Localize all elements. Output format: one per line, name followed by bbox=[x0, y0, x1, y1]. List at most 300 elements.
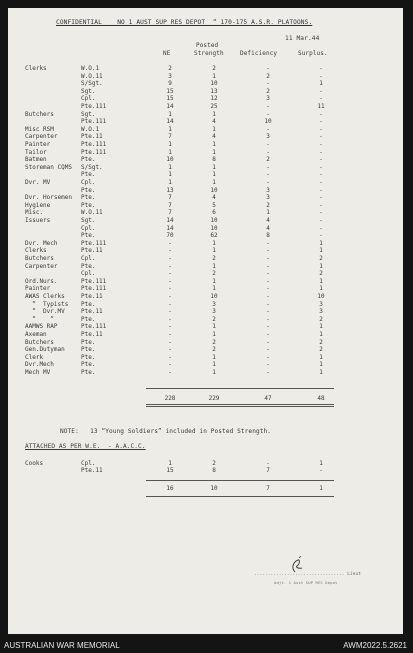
row-ne: 1 bbox=[168, 125, 172, 133]
row-ne: 7 bbox=[168, 133, 172, 141]
row-surplus: 2 bbox=[319, 315, 323, 323]
row-deficiency: - bbox=[266, 239, 270, 247]
row-ne: - bbox=[168, 277, 172, 285]
row-deficiency: 1 bbox=[266, 209, 270, 217]
row-deficiency: - bbox=[266, 125, 270, 133]
table-row bbox=[8, 179, 403, 186]
row-ne: 70 bbox=[166, 232, 174, 240]
row-ne: - bbox=[168, 247, 172, 255]
totals-rule-top bbox=[146, 388, 334, 389]
row-deficiency: - bbox=[266, 255, 270, 262]
row-rank: Pte. bbox=[81, 315, 96, 323]
row-posted: 12 bbox=[210, 95, 218, 103]
row-rank: Pte. bbox=[81, 361, 96, 369]
row-surplus: - bbox=[319, 95, 323, 103]
note-text: NOTE: 13 “Young Soldiers” included in Posted Strength. bbox=[60, 428, 272, 435]
table-row bbox=[8, 285, 403, 292]
row-ne: 14 bbox=[166, 103, 174, 110]
row-deficiency: 2 bbox=[266, 201, 270, 209]
row-surplus: 2 bbox=[319, 338, 323, 346]
document-date: 11 Mar.44 bbox=[285, 35, 320, 42]
col-ne-label: NE bbox=[163, 50, 171, 57]
row-posted: 1 bbox=[212, 262, 216, 270]
row-posted: 8 bbox=[212, 156, 216, 164]
table-row bbox=[8, 240, 403, 247]
row-posted: 8 bbox=[212, 467, 216, 474]
row-posted: 1 bbox=[212, 141, 216, 148]
total-surplus: 48 bbox=[317, 395, 325, 402]
row-surplus: - bbox=[319, 148, 323, 156]
row-ne: 14 bbox=[166, 224, 174, 232]
row-ne: 15 bbox=[166, 467, 174, 474]
table-row bbox=[8, 217, 403, 224]
row-rank: Sgt. bbox=[81, 217, 96, 224]
col-strength-label: Strength bbox=[194, 50, 224, 57]
row-surplus: - bbox=[319, 163, 323, 171]
attached-total-surplus: 1 bbox=[319, 485, 323, 492]
row-ne: 9 bbox=[168, 80, 172, 88]
row-role: Misc. bbox=[25, 209, 44, 217]
row-deficiency: 7 bbox=[266, 467, 270, 474]
row-deficiency: 8 bbox=[266, 232, 270, 240]
row-ne: 3 bbox=[168, 72, 172, 80]
attached-total-deficiency: 7 bbox=[266, 485, 270, 492]
row-surplus: 2 bbox=[319, 270, 323, 278]
row-deficiency: - bbox=[266, 171, 270, 179]
row-surplus: 10 bbox=[317, 293, 325, 300]
row-rank: Pte.111 bbox=[81, 285, 107, 293]
row-surplus: - bbox=[319, 467, 323, 474]
row-ne: - bbox=[168, 346, 172, 354]
table-row bbox=[8, 149, 403, 156]
table-row bbox=[8, 73, 403, 80]
row-ne: 14 bbox=[166, 217, 174, 224]
row-deficiency: 3 bbox=[266, 186, 270, 194]
row-posted: 2 bbox=[212, 65, 216, 72]
row-surplus: 1 bbox=[319, 247, 323, 255]
row-deficiency: - bbox=[266, 285, 270, 293]
table-row bbox=[8, 65, 403, 72]
row-posted: 1 bbox=[212, 171, 216, 179]
row-posted: 5 bbox=[212, 201, 216, 209]
row-role: Butchers bbox=[25, 338, 54, 346]
row-role: Storeman CQMS bbox=[25, 163, 72, 171]
attached-totals-row bbox=[8, 485, 403, 492]
row-rank: Sgt. bbox=[81, 110, 96, 118]
table-row bbox=[8, 323, 403, 330]
table-row bbox=[8, 164, 403, 171]
row-surplus: - bbox=[319, 87, 323, 95]
row-posted: 2 bbox=[212, 338, 216, 346]
row-deficiency: - bbox=[266, 179, 270, 186]
table-row bbox=[8, 225, 403, 232]
total-ne: 228 bbox=[164, 395, 176, 402]
row-posted: 4 bbox=[212, 118, 216, 126]
row-ne: 1 bbox=[168, 179, 172, 186]
row-deficiency: 4 bbox=[266, 217, 270, 224]
row-rank: Cpl. bbox=[81, 255, 96, 262]
row-deficiency: - bbox=[266, 323, 270, 331]
row-ne: - bbox=[168, 323, 172, 331]
row-rank: W.O.1 bbox=[81, 125, 100, 133]
row-posted: 10 bbox=[210, 293, 218, 300]
attached-total-ne: 16 bbox=[166, 485, 174, 492]
row-role: Clerk bbox=[25, 353, 44, 361]
row-deficiency: - bbox=[266, 247, 270, 255]
totals-rule-double bbox=[146, 406, 334, 407]
row-posted: 62 bbox=[210, 232, 218, 240]
row-role: “ Typists bbox=[25, 300, 69, 308]
table-row bbox=[8, 270, 403, 277]
row-deficiency: 3 bbox=[266, 95, 270, 103]
row-rank: Pte.11 bbox=[81, 467, 103, 474]
col-deficiency-label: Deficiency bbox=[240, 50, 278, 57]
row-ne: - bbox=[168, 300, 172, 308]
row-role: Painter bbox=[25, 285, 51, 293]
row-ne: - bbox=[168, 315, 172, 323]
row-deficiency: - bbox=[266, 361, 270, 369]
row-surplus: 2 bbox=[319, 346, 323, 354]
row-ne: 2 bbox=[168, 65, 172, 72]
row-surplus: 3 bbox=[319, 308, 323, 316]
row-surplus: 1 bbox=[319, 277, 323, 285]
row-surplus: - bbox=[319, 194, 323, 202]
row-surplus: - bbox=[319, 209, 323, 217]
row-posted: 2 bbox=[212, 255, 216, 262]
row-role: Hygiene bbox=[25, 201, 51, 209]
row-surplus: - bbox=[319, 186, 323, 194]
row-deficiency: 4 bbox=[266, 224, 270, 232]
row-deficiency: - bbox=[266, 270, 270, 278]
row-posted: 1 bbox=[212, 163, 216, 171]
totals-rule-bottom bbox=[146, 404, 334, 405]
row-ne: - bbox=[168, 331, 172, 338]
table-row bbox=[8, 194, 403, 201]
row-rank: Pte.11 bbox=[81, 133, 103, 141]
row-deficiency: 2 bbox=[266, 72, 270, 80]
footer-credit: AUSTRALIAN WAR MEMORIAL bbox=[4, 641, 120, 650]
row-posted: 10 bbox=[210, 186, 218, 194]
row-deficiency: - bbox=[266, 331, 270, 338]
row-ne: - bbox=[168, 369, 172, 376]
row-surplus: 3 bbox=[319, 300, 323, 308]
table-row bbox=[8, 80, 403, 87]
table-row bbox=[8, 331, 403, 338]
row-surplus: 1 bbox=[319, 323, 323, 331]
row-surplus: 1 bbox=[319, 239, 323, 247]
table-row bbox=[8, 255, 403, 262]
row-ne: - bbox=[168, 338, 172, 346]
row-deficiency: - bbox=[266, 293, 270, 300]
row-posted: 1 bbox=[212, 148, 216, 156]
row-role: Carpenter bbox=[25, 133, 58, 141]
row-deficiency: - bbox=[266, 369, 270, 376]
row-posted: 4 bbox=[212, 133, 216, 141]
row-surplus: 1 bbox=[319, 331, 323, 338]
row-posted: 10 bbox=[210, 80, 218, 88]
row-posted: 1 bbox=[212, 369, 216, 376]
row-ne: 14 bbox=[166, 118, 174, 126]
total-posted: 229 bbox=[208, 395, 220, 402]
table-row bbox=[8, 209, 403, 216]
row-deficiency: - bbox=[266, 65, 270, 72]
row-role: AWAS Clerks bbox=[25, 293, 65, 300]
row-surplus: - bbox=[319, 217, 323, 224]
signature-line: ................................. Lieut bbox=[254, 572, 361, 577]
row-deficiency: - bbox=[266, 103, 270, 110]
row-deficiency: - bbox=[266, 346, 270, 354]
row-deficiency: - bbox=[266, 308, 270, 316]
table-row bbox=[8, 263, 403, 270]
row-deficiency: - bbox=[266, 300, 270, 308]
row-role: Clerks bbox=[25, 65, 47, 72]
row-role: Dvr. Horsemen bbox=[25, 194, 72, 202]
row-role: “ Dvr.MV bbox=[25, 308, 65, 316]
row-deficiency: - bbox=[266, 148, 270, 156]
row-ne: - bbox=[168, 353, 172, 361]
row-posted: 1 bbox=[212, 323, 216, 331]
row-deficiency: 2 bbox=[266, 156, 270, 164]
row-surplus: - bbox=[319, 171, 323, 179]
row-posted: 10 bbox=[210, 217, 218, 224]
row-role: Axeman bbox=[25, 331, 47, 338]
row-posted: 4 bbox=[212, 194, 216, 202]
row-ne: - bbox=[168, 270, 172, 278]
row-surplus: 1 bbox=[319, 361, 323, 369]
row-ne: - bbox=[168, 308, 172, 316]
table-row bbox=[8, 95, 403, 102]
row-ne: - bbox=[168, 255, 172, 262]
row-rank: S/Sgt. bbox=[81, 80, 103, 88]
row-rank: Pte. bbox=[81, 186, 96, 194]
row-ne: 1 bbox=[168, 460, 172, 467]
row-deficiency: - bbox=[266, 262, 270, 270]
row-posted: 2 bbox=[212, 460, 216, 467]
row-surplus: - bbox=[319, 72, 323, 80]
row-posted: 1 bbox=[212, 125, 216, 133]
row-deficiency: - bbox=[266, 80, 270, 88]
row-ne: - bbox=[168, 293, 172, 300]
row-rank: Pte.11 bbox=[81, 247, 103, 255]
row-surplus: 1 bbox=[319, 285, 323, 293]
table-row bbox=[8, 118, 403, 125]
row-posted: 1 bbox=[212, 331, 216, 338]
row-deficiency: 3 bbox=[266, 194, 270, 202]
row-role: AAMWS RAP bbox=[25, 323, 58, 331]
row-posted: 1 bbox=[212, 110, 216, 118]
row-posted: 1 bbox=[212, 179, 216, 186]
row-role: Issuers bbox=[25, 217, 51, 224]
attached-total-posted: 10 bbox=[210, 485, 218, 492]
table-row bbox=[8, 187, 403, 194]
row-role: Dvr.Mech bbox=[25, 361, 54, 369]
row-role: Misc RSM bbox=[25, 125, 54, 133]
row-rank: Pte. bbox=[81, 353, 96, 361]
row-surplus: - bbox=[319, 179, 323, 186]
row-rank: Pte.11 bbox=[81, 293, 103, 300]
row-rank: W.O.11 bbox=[81, 72, 103, 80]
row-rank: Pte.111 bbox=[81, 323, 107, 331]
table-row bbox=[8, 346, 403, 353]
row-role: Gen.Dutyman bbox=[25, 346, 65, 354]
row-role: Mech MV bbox=[25, 369, 51, 376]
row-ne: 1 bbox=[168, 163, 172, 171]
row-deficiency: - bbox=[266, 353, 270, 361]
row-ne: 10 bbox=[166, 156, 174, 164]
row-surplus: - bbox=[319, 65, 323, 72]
row-rank: W.O.11 bbox=[81, 209, 103, 217]
row-posted: 1 bbox=[212, 277, 216, 285]
document-title: CONFIDENTIAL NO 1 AUST SUP RES DEPOT “ 170-175 A.S.R. PLATOONS. bbox=[56, 19, 313, 26]
row-surplus: 1 bbox=[319, 460, 323, 467]
row-rank: Cpl. bbox=[81, 224, 96, 232]
row-rank: Pte. bbox=[81, 262, 96, 270]
row-rank: Cpl. bbox=[81, 95, 96, 103]
row-posted: 1 bbox=[212, 239, 216, 247]
row-posted: 1 bbox=[212, 247, 216, 255]
row-role: Tailor bbox=[25, 148, 47, 156]
row-rank: Pte.111 bbox=[81, 103, 107, 110]
row-rank: Pte. bbox=[81, 232, 96, 240]
row-role: Butchers bbox=[25, 255, 54, 262]
totals-row bbox=[8, 395, 403, 402]
attached-heading: ATTACHED AS PER W.E. - A.A.C.C. bbox=[25, 443, 146, 450]
row-ne: 7 bbox=[168, 194, 172, 202]
row-role: Ord.Nurs. bbox=[25, 277, 58, 285]
row-surplus: - bbox=[319, 232, 323, 240]
row-role: Dvr. Mech bbox=[25, 239, 58, 247]
table-row bbox=[8, 361, 403, 368]
row-rank: Cpl. bbox=[81, 179, 96, 186]
row-rank: S/Sgt. bbox=[81, 163, 103, 171]
table-row bbox=[8, 156, 403, 163]
row-surplus: - bbox=[319, 125, 323, 133]
table-row bbox=[8, 111, 403, 118]
row-rank: Pte.111 bbox=[81, 118, 107, 126]
row-posted: 13 bbox=[210, 87, 218, 95]
row-rank: Pte. bbox=[81, 369, 96, 376]
table-row bbox=[8, 278, 403, 285]
row-rank: Cpl. bbox=[81, 270, 96, 278]
row-deficiency: - bbox=[266, 163, 270, 171]
row-role: Dvr. MV bbox=[25, 179, 51, 186]
row-ne: 15 bbox=[166, 87, 174, 95]
row-rank: Pte.111 bbox=[81, 239, 107, 247]
row-rank: Pte.11 bbox=[81, 308, 103, 316]
row-deficiency: 10 bbox=[264, 118, 272, 126]
row-surplus: - bbox=[319, 118, 323, 126]
row-rank: W.O.1 bbox=[81, 65, 100, 72]
table-row bbox=[8, 232, 403, 239]
row-role: Batmen bbox=[25, 156, 47, 164]
col-posted-label: Posted bbox=[196, 42, 219, 49]
table-row bbox=[8, 293, 403, 300]
row-surplus: - bbox=[319, 133, 323, 141]
row-surplus: - bbox=[319, 141, 323, 148]
table-row bbox=[8, 247, 403, 254]
row-posted: 10 bbox=[210, 224, 218, 232]
row-posted: 3 bbox=[212, 308, 216, 316]
table-row bbox=[8, 171, 403, 178]
row-rank: Pte. bbox=[81, 300, 96, 308]
row-rank: Pte.111 bbox=[81, 277, 107, 285]
row-ne: 13 bbox=[166, 186, 174, 194]
row-posted: 1 bbox=[212, 72, 216, 80]
row-rank: Cpl. bbox=[81, 460, 96, 467]
table-row bbox=[8, 202, 403, 209]
row-posted: 2 bbox=[212, 315, 216, 323]
table-row bbox=[8, 88, 403, 95]
row-surplus: - bbox=[319, 110, 323, 118]
row-role: Painter bbox=[25, 141, 51, 148]
row-ne: - bbox=[168, 361, 172, 369]
row-role: Butchers bbox=[25, 110, 54, 118]
row-surplus: 1 bbox=[319, 80, 323, 88]
row-posted: 6 bbox=[212, 209, 216, 217]
row-surplus: 2 bbox=[319, 255, 323, 262]
row-role: Cooks bbox=[25, 460, 44, 467]
row-deficiency: - bbox=[266, 315, 270, 323]
row-rank: Pte. bbox=[81, 346, 96, 354]
table-row bbox=[8, 103, 403, 110]
row-deficiency: 2 bbox=[266, 87, 270, 95]
col-surplus-label: Surplus. bbox=[298, 50, 328, 57]
row-surplus: 1 bbox=[319, 353, 323, 361]
table-row bbox=[8, 126, 403, 133]
row-ne: 7 bbox=[168, 209, 172, 217]
row-posted: 25 bbox=[210, 103, 218, 110]
row-rank: Pte. bbox=[81, 156, 96, 164]
row-ne: 1 bbox=[168, 110, 172, 118]
row-posted: 2 bbox=[212, 270, 216, 278]
row-deficiency: - bbox=[266, 460, 270, 467]
row-deficiency: - bbox=[266, 141, 270, 148]
row-rank: Pte. bbox=[81, 171, 96, 179]
row-rank: Pte.111 bbox=[81, 148, 107, 156]
row-rank: Pte. bbox=[81, 201, 96, 209]
row-role: Clerks bbox=[25, 247, 47, 255]
row-ne: 1 bbox=[168, 141, 172, 148]
attached-row bbox=[8, 467, 403, 474]
row-deficiency: 3 bbox=[266, 133, 270, 141]
row-deficiency: - bbox=[266, 338, 270, 346]
row-ne: 1 bbox=[168, 148, 172, 156]
row-surplus: 11 bbox=[317, 103, 325, 110]
row-deficiency: - bbox=[266, 277, 270, 285]
row-rank: Pte.11 bbox=[81, 331, 103, 338]
row-posted: 1 bbox=[212, 361, 216, 369]
row-role: Carpenter bbox=[25, 262, 58, 270]
row-posted: 2 bbox=[212, 346, 216, 354]
table-row bbox=[8, 316, 403, 323]
row-deficiency: - bbox=[266, 110, 270, 118]
row-rank: Sgt. bbox=[81, 87, 96, 95]
row-ne: 7 bbox=[168, 201, 172, 209]
footer-id: AWM2022.5.2621 bbox=[343, 641, 407, 650]
row-surplus: 1 bbox=[319, 369, 323, 376]
row-posted: 1 bbox=[212, 353, 216, 361]
row-ne: 1 bbox=[168, 171, 172, 179]
row-surplus: - bbox=[319, 156, 323, 164]
table-row bbox=[8, 369, 403, 376]
row-surplus: 1 bbox=[319, 262, 323, 270]
table-row bbox=[8, 339, 403, 346]
row-rank: Pte.111 bbox=[81, 141, 107, 148]
row-role: “ “ bbox=[25, 315, 54, 323]
row-surplus: - bbox=[319, 224, 323, 232]
document-page bbox=[8, 8, 403, 634]
row-rank: Pte. bbox=[81, 338, 96, 346]
